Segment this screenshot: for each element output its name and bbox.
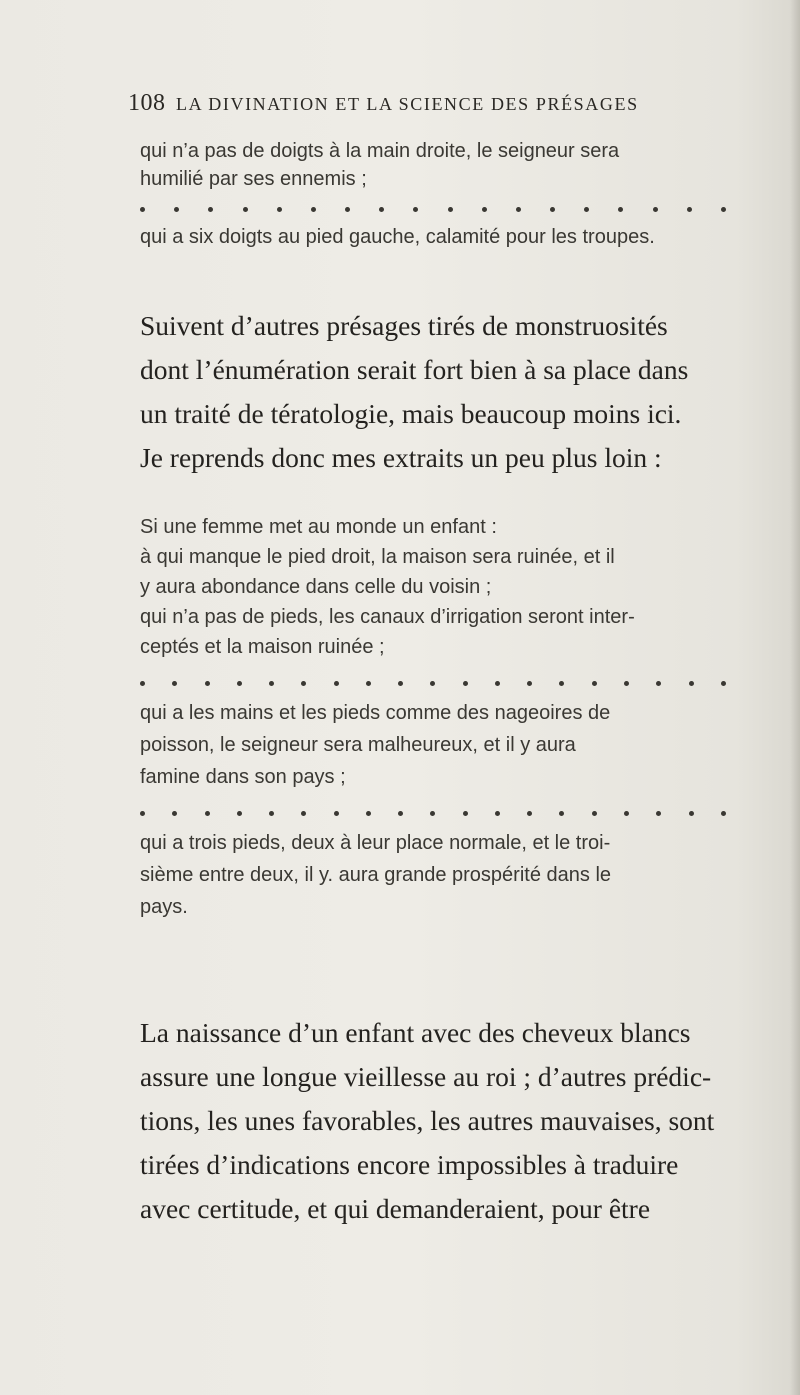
text-line: famine dans son pays ; (140, 766, 346, 788)
text-line: un traité de tératologie, mais beaucoup moins ici. (140, 398, 682, 429)
text-line: pays. (140, 896, 188, 918)
dot (584, 207, 589, 212)
dot (208, 207, 213, 212)
text-line: humilié par ses ennemis ; (140, 168, 367, 190)
ellipsis-dots (140, 205, 726, 213)
text-line: qui a les mains et les pieds comme des nageoires de (140, 702, 611, 724)
dot (656, 811, 661, 816)
dot (721, 207, 726, 212)
text-line: tions, les unes favorables, les autres mauvaises, sont (140, 1105, 715, 1136)
text-line: Si une femme met au monde un enfant : (140, 516, 497, 538)
dot (482, 207, 487, 212)
text-line: sième entre deux, il y. aura grande prospérité dans le (140, 864, 612, 886)
dot (463, 811, 468, 816)
running-head (128, 90, 728, 122)
dot (366, 681, 371, 686)
dot (366, 811, 371, 816)
dot (277, 207, 282, 212)
dot (430, 811, 435, 816)
dot (495, 681, 500, 686)
text-line: tirées d’indications encore impossibles à traduire (140, 1149, 679, 1180)
dot (243, 207, 248, 212)
text-line: assure une longue vieillesse au roi ; d’autres prédic- (140, 1061, 712, 1092)
dot (269, 811, 274, 816)
dot (550, 207, 555, 212)
dot (172, 681, 177, 686)
dot (527, 811, 532, 816)
dot (237, 811, 242, 816)
text-line: Suivent d’autres présages tirés de monstruosités (140, 310, 668, 341)
page-edge-shadow (790, 0, 800, 1395)
dot (140, 811, 145, 816)
dot (301, 811, 306, 816)
dot (721, 681, 726, 686)
dot (516, 207, 521, 212)
dot (689, 681, 694, 686)
text-line: poisson, le seigneur sera malheureux, et il y aura (140, 734, 576, 756)
dot (345, 207, 350, 212)
dot (624, 811, 629, 816)
dot (334, 681, 339, 686)
dot (413, 207, 418, 212)
text-line: qui a six doigts au pied gauche, calamité pour les troupes. (140, 226, 655, 248)
dot (398, 681, 403, 686)
dot (237, 681, 242, 686)
dot (448, 207, 453, 212)
dot (205, 811, 210, 816)
dot (174, 207, 179, 212)
dot (379, 207, 384, 212)
dot (172, 811, 177, 816)
text-line: qui n’a pas de pieds, les canaux d’irrigation seront inter- (140, 606, 635, 628)
dot (592, 811, 597, 816)
dot (430, 681, 435, 686)
dot (618, 207, 623, 212)
dot (559, 811, 564, 816)
text-line: qui a trois pieds, deux à leur place normale, et le troi- (140, 832, 611, 854)
dot (721, 811, 726, 816)
text-line: La naissance d’un enfant avec des cheveux blancs (140, 1017, 691, 1048)
dot (140, 207, 145, 212)
text-line: ceptés et la maison ruinée ; (140, 636, 385, 658)
text-line: à qui manque le pied droit, la maison sera ruinée, et il (140, 546, 615, 568)
dot (334, 811, 339, 816)
dot (269, 681, 274, 686)
page-number: 108 (128, 90, 166, 116)
dot (592, 681, 597, 686)
dot (689, 811, 694, 816)
dot (301, 681, 306, 686)
dot (495, 811, 500, 816)
text-line: Je reprends donc mes extraits un peu plus loin : (140, 442, 662, 473)
text-line: y aura abondance dans celle du voisin ; (140, 576, 492, 598)
dot (687, 207, 692, 212)
text-line: qui n’a pas de doigts à la main droite, le seigneur sera (140, 140, 620, 162)
dot (205, 681, 210, 686)
dot (398, 811, 403, 816)
dot (527, 681, 532, 686)
running-title: LA DIVINATION ET LA SCIENCE DES PRÉSAGES (176, 94, 639, 114)
dot (140, 681, 145, 686)
dot (311, 207, 316, 212)
ellipsis-dots (140, 809, 726, 817)
ellipsis-dots (140, 679, 726, 687)
dot (653, 207, 658, 212)
dot (559, 681, 564, 686)
text-line: dont l’énumération serait fort bien à sa place dans (140, 354, 689, 385)
text-line: avec certitude, et qui demanderaient, pour être (140, 1193, 651, 1224)
dot (463, 681, 468, 686)
dot (624, 681, 629, 686)
dot (656, 681, 661, 686)
